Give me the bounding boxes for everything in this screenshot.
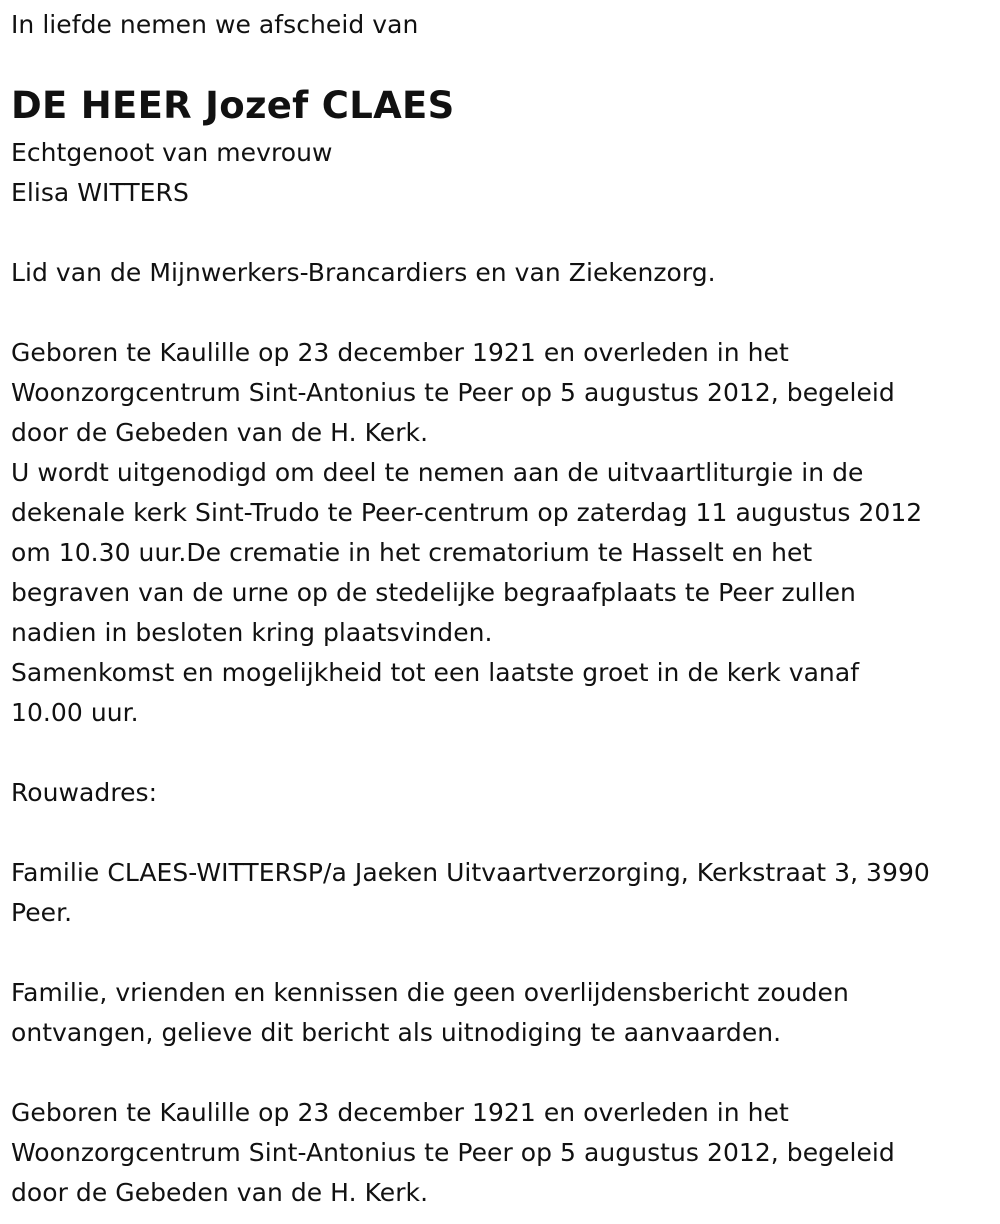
birth-notice-line: Woonzorgcentrum Sint-Antonius te Peer op 5 augustus 2012, begeleid bbox=[11, 378, 895, 407]
invitation-line: dekenale kerk Sint-Trudo te Peer-centrum op zaterdag 11 augustus 2012 bbox=[11, 498, 923, 527]
family-notice bbox=[11, 973, 849, 1053]
invitation-line: 10.00 uur. bbox=[11, 698, 139, 727]
birth-notice-line: door de Gebeden van de H. Kerk. bbox=[11, 418, 429, 447]
invitation-line: nadien in besloten kring plaatsvinden. bbox=[11, 618, 493, 647]
family-notice-line: ontvangen, gelieve dit bericht als uitnodiging te aanvaarden. bbox=[11, 1018, 782, 1047]
family-notice-line: Familie, vrienden en kennissen die geen overlijdensbericht zouden bbox=[11, 978, 849, 1007]
birth-notice-repeat-line: Geboren te Kaulille op 23 december 1921 en overleden in het bbox=[11, 1098, 789, 1127]
invitation-line: Samenkomst en mogelijkheid tot een laatste groet in de kerk vanaf bbox=[11, 658, 860, 687]
birth-notice-repeat-line: door de Gebeden van de H. Kerk. bbox=[11, 1178, 429, 1207]
intro-text: In liefde nemen we afscheid van bbox=[11, 10, 419, 39]
invitation-line: om 10.30 uur.De crematie in het crematorium te Hasselt en het bbox=[11, 538, 813, 567]
birth-notice bbox=[11, 333, 895, 453]
birth-notice-repeat-line: Woonzorgcentrum Sint-Antonius te Peer op 5 augustus 2012, begeleid bbox=[11, 1138, 895, 1167]
address-label: Rouwadres: bbox=[11, 778, 158, 807]
deceased-name: DE HEER Jozef CLAES bbox=[11, 84, 455, 127]
invitation-block bbox=[11, 453, 922, 733]
spouse-name: Elisa WITTERS bbox=[11, 178, 189, 207]
spouse-block bbox=[11, 133, 332, 213]
invitation-line: begraven van de urne op de stedelijke begraafplaats te Peer zullen bbox=[11, 578, 856, 607]
address-line: Familie CLAES-WITTERSP/a Jaeken Uitvaartverzorging, Kerkstraat 3, 3990 bbox=[11, 858, 930, 887]
birth-notice-repeat bbox=[11, 1093, 895, 1213]
address-label-block bbox=[11, 773, 157, 813]
spouse-line: Echtgenoot van mevrouw bbox=[11, 138, 333, 167]
membership-block bbox=[11, 253, 716, 293]
address-block bbox=[11, 853, 930, 933]
membership-text: Lid van de Mijnwerkers-Brancardiers en van Ziekenzorg. bbox=[11, 258, 716, 287]
invitation-line: U wordt uitgenodigd om deel te nemen aan de uitvaartliturgie in de bbox=[11, 458, 864, 487]
birth-notice-line: Geboren te Kaulille op 23 december 1921 en overleden in het bbox=[11, 338, 789, 367]
address-line: Peer. bbox=[11, 898, 73, 927]
